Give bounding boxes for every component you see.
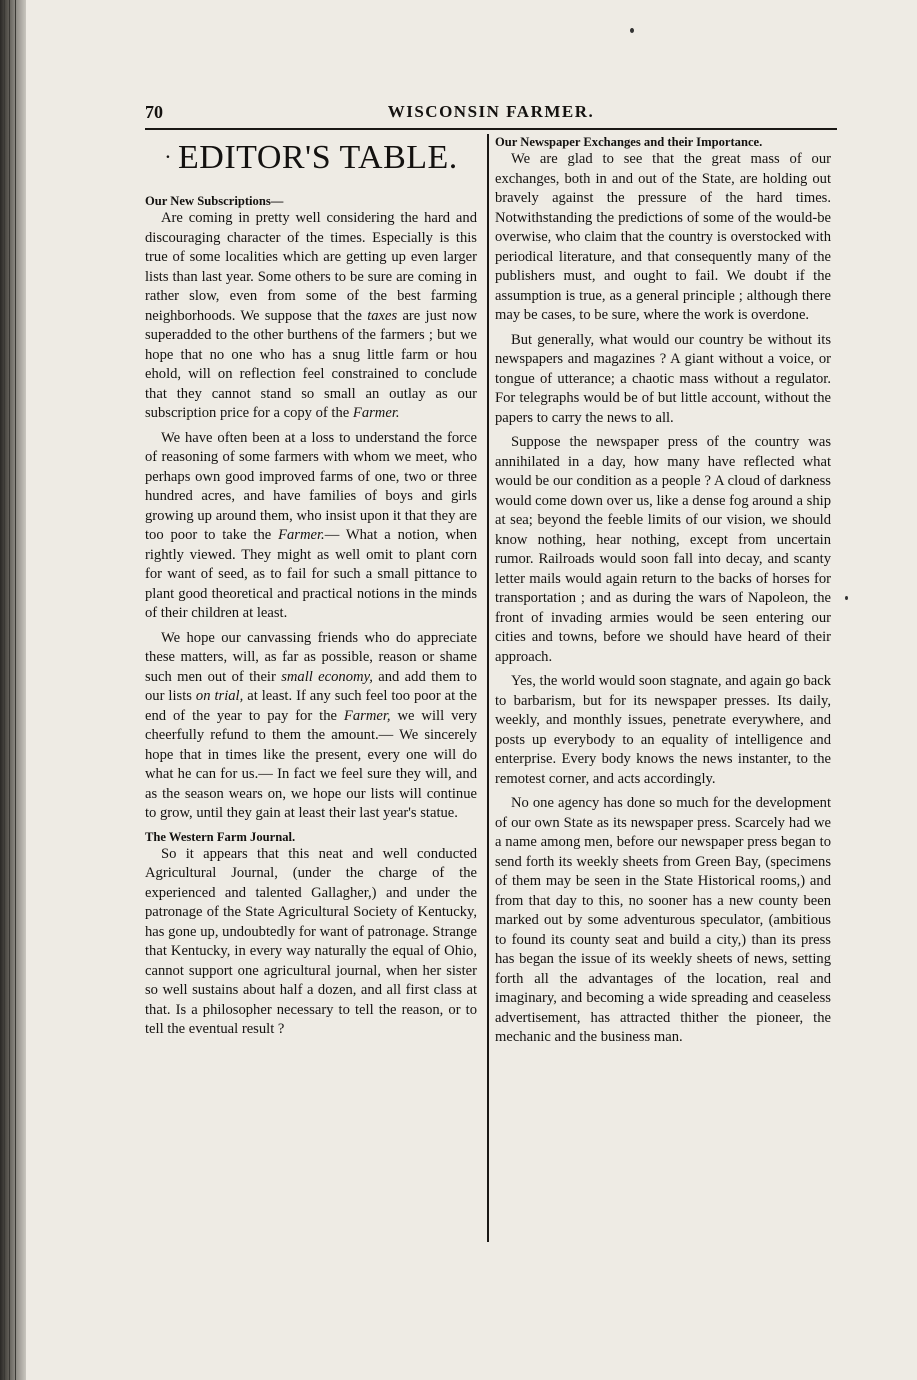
book-spine-edge	[0, 0, 26, 1380]
paragraph: Yes, the world would soon stagnate, and again go back to barbarism, but for its newspaper presses. Its daily, weekly, and monthly issues, penetrate everywhere, and posts up everybody to an equality of intelligence and enterprise. Every body knows the news instanter, to the remotest corner, and acts accordingly.	[495, 673, 831, 787]
text-run: at least. If any such feel too poor at the end of the year to pay for the	[145, 688, 477, 724]
ink-speck	[845, 596, 848, 600]
spine-line	[9, 0, 10, 1380]
running-head	[145, 102, 837, 126]
title-bullet: ·	[164, 144, 173, 169]
text-run: and add them to our lists	[145, 668, 477, 704]
paragraph	[145, 209, 477, 424]
italic-text: Farmer,	[343, 707, 391, 724]
text-run: We hope our canvassing friends who do appreciate these matters, will, as far as possible, reason or shame such men out of their	[145, 629, 477, 685]
article-heading-subscriptions: Our New Subscriptions—	[145, 194, 284, 208]
italic-text: on trial,	[195, 688, 244, 704]
ink-speck	[630, 28, 634, 33]
paragraph: No one agency has done so much for the development of our own State as its newspaper press. Scarcely had we a name among men, before our newspaper press began to send forth its weekly sheets from Green Bay, (specimens of them may be seen in the State Historical rooms,) and from that day to this, no sooner has a new county been marked out by some adventurous speculator, (ambitious to found its county seat and build a city,) than its press has began the issue of its weekly sheets of news, setting forth all the advantages of the location, real and imaginary, and becoming a wide spreading and ceaseless advertisement, has attracted thither the pioneer, the mechanic and the business man.	[495, 795, 831, 1045]
right-column	[495, 134, 831, 1053]
paragraph	[145, 629, 477, 824]
text-run: — What a notion, when rightly viewed. They might as well omit to plant corn for want of seed, as to fail for such a small pittance to plant good theoretical and practical notions in the minds of their children at least.	[145, 527, 477, 621]
paragraph: But generally, what would our country be without its newspapers and magazines ? A giant without a voice, or tongue of utterance; a chaotic mass without a regulator. For telegraphs would be of but little account, without the papers to carry the news to all.	[495, 331, 831, 426]
text-run: are just now superadded to the other burthens of the farmers ; but we hope that no one who has a snug little farm or hou ehold, will on reflection feel constrained to conclude that they cannot stand so small an outlay as our subscription price for a copy of the	[145, 307, 477, 421]
text-run: we will very cheerfully refund to them the amount.— We sincerely hope that in times like the present, every one will do what he can for us.— In fact we feel sure they will, and as the season wears on, we hope our lists will continue to grow, until they gain at least their last year's statue.	[145, 707, 477, 821]
section-title-text: EDITOR'S TABLE.	[178, 139, 458, 176]
paragraph: Suppose the newspaper press of the country was annihilated in a day, how many have reflected what would be our condition as a people ? A cloud of darkness would come down over us, like a dense fog around a ship at sea; beyond the feeble limits of our vision, we should know nothing, hear nothing, except from uncertain rumor. Railroads would soon fall into decay, and scanty letter mails would again return to the backs of horses for transportation ; and as during the wars of Napoleon, the front of invading armies would be seen entering our cities and towns, before we should have heard of their approach.	[495, 434, 831, 665]
italic-text: taxes	[367, 307, 398, 324]
section-title	[145, 136, 477, 183]
column-divider	[487, 134, 489, 1242]
italic-text: Farmer.	[352, 405, 400, 421]
article-heading-western: The Western Farm Journal.	[145, 829, 296, 844]
spine-line	[4, 0, 5, 1380]
paragraph	[145, 429, 477, 624]
italic-text: small economy,	[281, 668, 373, 685]
italic-text: Farmer.	[278, 527, 325, 543]
article-heading-exchanges: Our Newspaper Exchanges and their Importance.	[495, 135, 763, 149]
text-run: Are coming in pretty well considering the hard and discouraging character of the times. Especially is this true of some localities which are getting up even larger lists than last year. Some others to be sure are coming in rather slow, even from some of the best farming neighborhoods. We suppose that the	[145, 210, 477, 324]
paragraph: So it appears that this neat and well conducted Agricultural Journal, (under the charge of the experienced and talented Gallagher,) and under the patronage of the State Agricultural Society of Kentucky, has gone up, undoubtedly for want of patronage. Strange that Kentucky, in every way naturally the equal of Ohio, cannot support one agricultural journal, when her sister so well sustains about half a dozen, and all first class at that. Is a philosopher necessary to tell the reason, or to tell the eventual result ?	[145, 845, 477, 1037]
journal-title: WISCONSIN FARMER.	[387, 102, 595, 121]
page-number: 70	[145, 102, 163, 122]
paragraph: We are glad to see that the great mass of our exchanges, both in and out of the State, are holding out bravely against the pressure of the hard times. Notwithstanding the predictions of some of the would-be overwise, who claim that the country is overstocked with periodical literature, and that consequently many of the publishers must, and ought to fail. We doubt if the assumption is true, as a general principle ; although there may be cases, to be sure, where the work is overdone.	[495, 151, 831, 323]
text-run: We have often been at a loss to understand the force of reasoning of some farmers with whom we meet, who perhaps own good improved farms of one, two or three hundred acres, and have families of boys and girls growing up around them, who insist upon it that they are too poor to take the	[145, 429, 477, 543]
left-column	[145, 136, 477, 1045]
header-rule	[145, 128, 837, 130]
spine-line	[15, 0, 16, 1380]
